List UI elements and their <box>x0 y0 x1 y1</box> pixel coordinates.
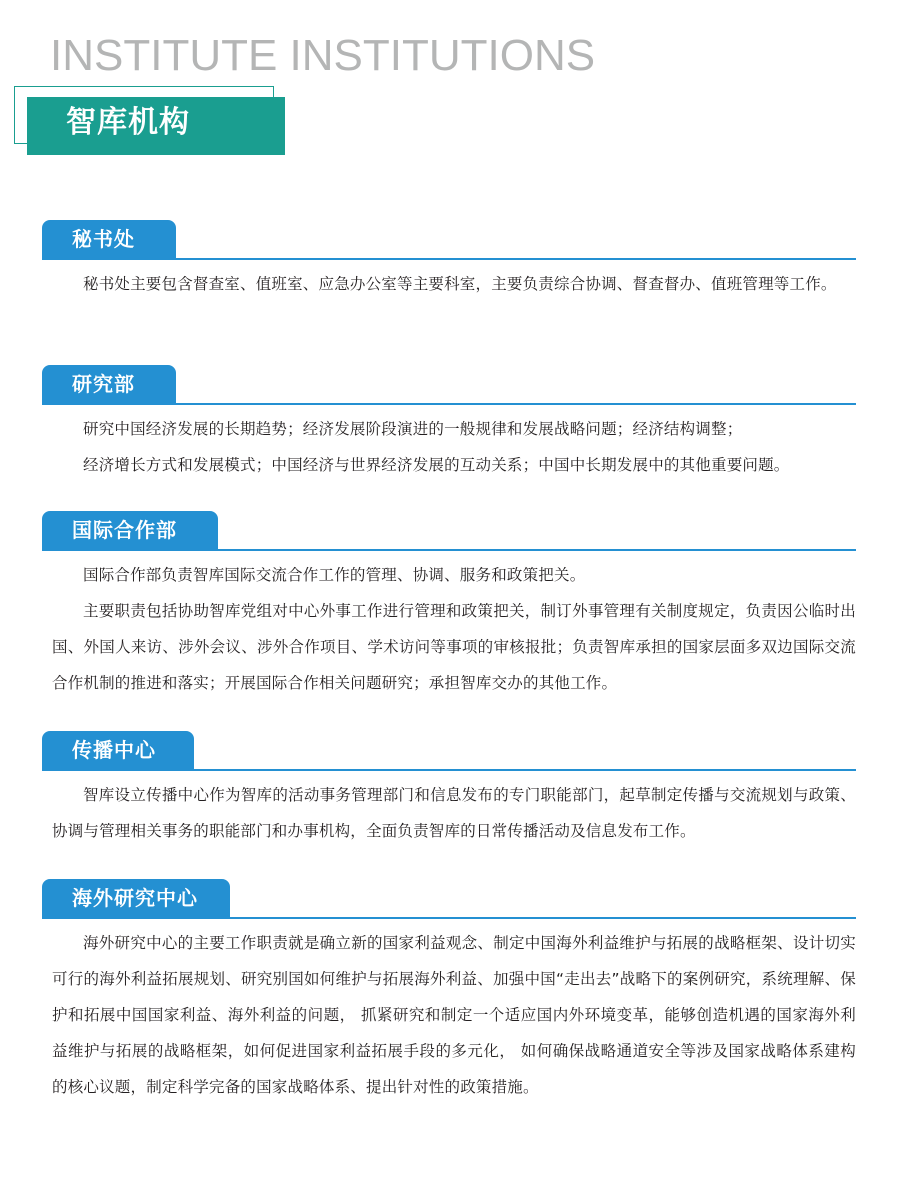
section-divider <box>42 549 856 551</box>
section-header <box>0 220 900 260</box>
section-header <box>0 365 900 405</box>
section-header <box>0 511 900 551</box>
section-divider <box>42 258 856 260</box>
section-overseas-research-center <box>0 879 900 1105</box>
section-body <box>0 557 900 701</box>
page-title-chinese: 智库机构 <box>66 105 190 140</box>
paragraph: 经济增长方式和发展模式；中国经济与世界经济发展的互动关系；中国中长期发展中的其他重要问题。 <box>83 456 790 474</box>
section-tab: 海外研究中心 <box>42 879 230 917</box>
section-divider <box>42 769 856 771</box>
section-tab: 秘书处 <box>42 220 176 258</box>
section-tab: 传播中心 <box>42 731 194 769</box>
section-research <box>0 365 900 483</box>
page-title-banner <box>14 86 286 156</box>
section-header <box>0 731 900 771</box>
section-international-cooperation <box>0 511 900 701</box>
page-title-english: INSTITUTE INSTITUTIONS <box>50 31 596 80</box>
section-divider <box>42 403 856 405</box>
section-secretariat <box>0 220 900 302</box>
section-body <box>0 777 900 849</box>
section-body <box>0 266 900 302</box>
section-body <box>0 925 900 1105</box>
paragraph: 研究中国经济发展的长期趋势；经济发展阶段演进的一般规律和发展战略问题；经济结构调整； <box>83 420 743 438</box>
section-tab: 国际合作部 <box>42 511 218 549</box>
paragraph: 国际合作部负责智库国际交流合作工作的管理、协调、服务和政策把关。 <box>83 566 586 584</box>
paragraph: 海外研究中心的主要工作职责就是确立新的国家利益观念、制定中国海外利益维护与拓展的战略框架、设计切实可行的海外利益拓展规划、研究别国如何维护与拓展海外利益、加强中国“走出去”战略下的案例研究，系统理解、保护和拓展中国国家利益、海外利益的问题， 抓紧研究和制定一个适应国内外环境变革，能够创造机遇的国家海外利益维护与拓展的战略框架，如何促进国家利益拓展手段的多元化， 如何确保战略通道安全等涉及国家战略体系建构的核心议题，制定科学完备的国家战略体系、提出针对性的政策措施。 <box>52 934 856 1096</box>
section-header <box>0 879 900 919</box>
section-communication-center <box>0 731 900 849</box>
section-divider <box>42 917 856 919</box>
section-tab: 研究部 <box>42 365 176 403</box>
paragraph: 智库设立传播中心作为智库的活动事务管理部门和信息发布的专门职能部门，起草制定传播与交流规划与政策、协调与管理相关事务的职能部门和办事机构，全面负责智库的日常传播活动及信息发布工作。 <box>52 786 856 840</box>
paragraph: 主要职责包括协助智库党组对中心外事工作进行管理和政策把关，制订外事管理有关制度规定，负责因公临时出国、外国人来访、涉外会议、涉外合作项目、学术访问等事项的审核报批；负责智库承担的国家层面多双边国际交流合作机制的推进和落实；开展国际合作相关问题研究；承担智库交办的其他工作。 <box>52 602 856 692</box>
section-body <box>0 411 900 483</box>
paragraph: 秘书处主要包含督查室、值班室、应急办公室等主要科室，主要负责综合协调、督查督办、值班管理等工作。 <box>83 275 837 293</box>
